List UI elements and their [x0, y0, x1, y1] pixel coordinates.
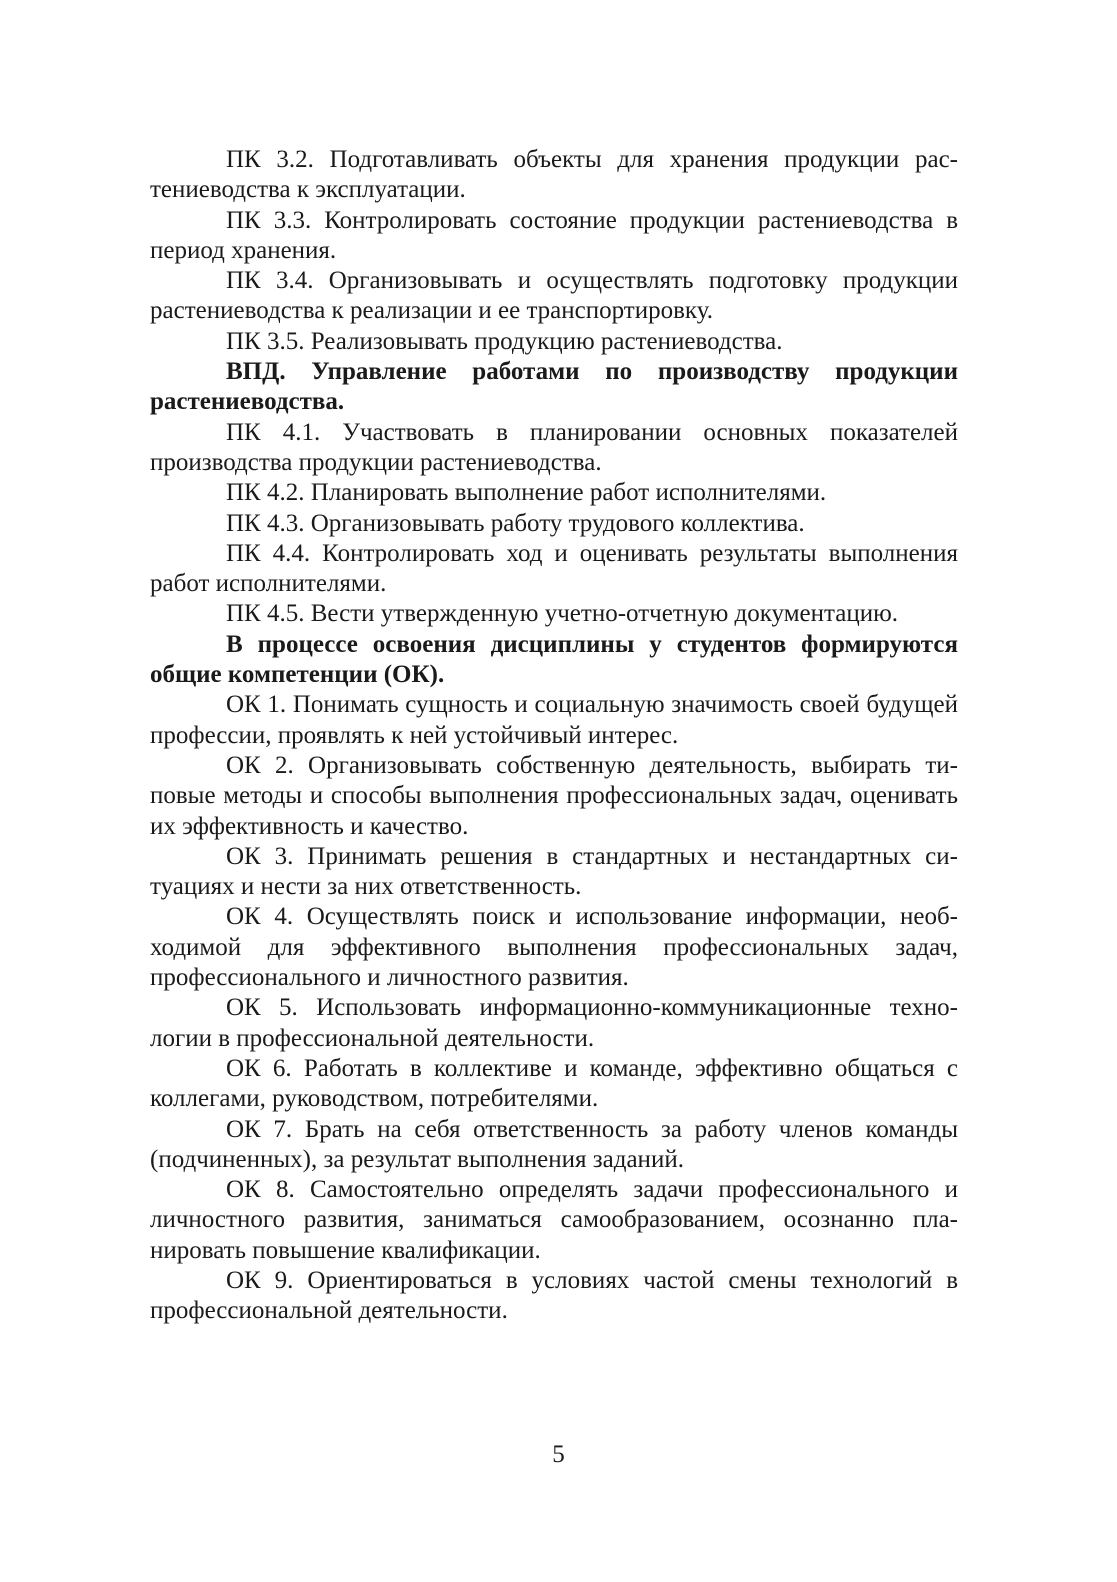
paragraph-pk-3-5: ПК 3.5. Реализовывать продукцию растениеводства.	[226, 327, 783, 355]
paragraph-pk-3-4: ПК 3.4. Организовывать и осуществлять подготовку продукции растениеводства к реализации и ее транспортировку.	[150, 267, 958, 325]
paragraph-ok-7: ОК 7. Брать на себя ответственность за работу членов команды (подчиненных), за результат выполнения заданий.	[150, 1115, 958, 1173]
paragraph-pk-3-3: ПК 3.3. Контролировать состояние продукции растениеводства в период хранения.	[150, 206, 958, 264]
paragraph-ok-6: ОК 6. Работать в коллективе и команде, эффективно общаться с коллегами, руководством, потребителями.	[150, 1054, 958, 1113]
paragraph-pk-4-2: ПК 4.2. Планировать выполнение работ исполнителями.	[226, 479, 827, 507]
paragraph-pk-4-3: ПК 4.3. Организовывать работу трудового коллектива.	[226, 509, 805, 537]
page-number: 5	[552, 1441, 565, 1468]
section-heading-ok: В процессе освоения дисциплины у студентов формируются общие компетенции (ОК).	[150, 630, 958, 689]
section-heading-vpd: ВПД. Управление работами по производству продукции растениеводства.	[150, 358, 958, 416]
paragraph-ok-5: ОК 5. Использовать информационно-коммуникационные технологии в профессиональной деятельности.	[150, 994, 958, 1052]
paragraph-pk-4-5: ПК 4.5. Вести утвержденную учетно-отчетную документацию.	[226, 600, 899, 628]
paragraph-ok-2: ОК 2. Организовывать собственную деятельность, выбирать типовые методы и способы выполнения профессиональных задач, оценивать их эффективность и качество.	[150, 751, 958, 840]
paragraph-ok-3: ОК 3. Принимать решения в стандартных и нестандартных ситуациях и нести за них ответственность.	[150, 842, 958, 901]
paragraph-pk-4-1: ПК 4.1. Участвовать в планировании основных показателей производства продукции растениеводства.	[150, 418, 958, 476]
paragraph-ok-8: ОК 8. Самостоятельно определять задачи профессионального и личностного развития, заниматься самообразованием, осознанно планировать повышение квалификации.	[150, 1176, 958, 1264]
paragraph-pk-4-4: ПК 4.4. Контролировать ход и оценивать результаты выполнения работ исполнителями.	[150, 539, 958, 598]
document-body	[150, 145, 958, 1327]
paragraph-ok-4: ОК 4. Осуществлять поиск и использование информации, необходимой для эффективного выполнения профессиональных задач, профессионального и личностного развития.	[150, 903, 958, 992]
paragraph-ok-1: ОК 1. Понимать сущность и социальную значимость своей будущей профессии, проявлять к ней устойчивый интерес.	[150, 691, 958, 749]
paragraph-pk-3-2: ПК 3.2. Подготавливать объекты для хранения продукции растениеводства к эксплуатации.	[150, 146, 958, 204]
paragraph-ok-9: ОК 9. Ориентироваться в условиях частой смены технологий в профессиональной деятельности.	[150, 1266, 958, 1325]
